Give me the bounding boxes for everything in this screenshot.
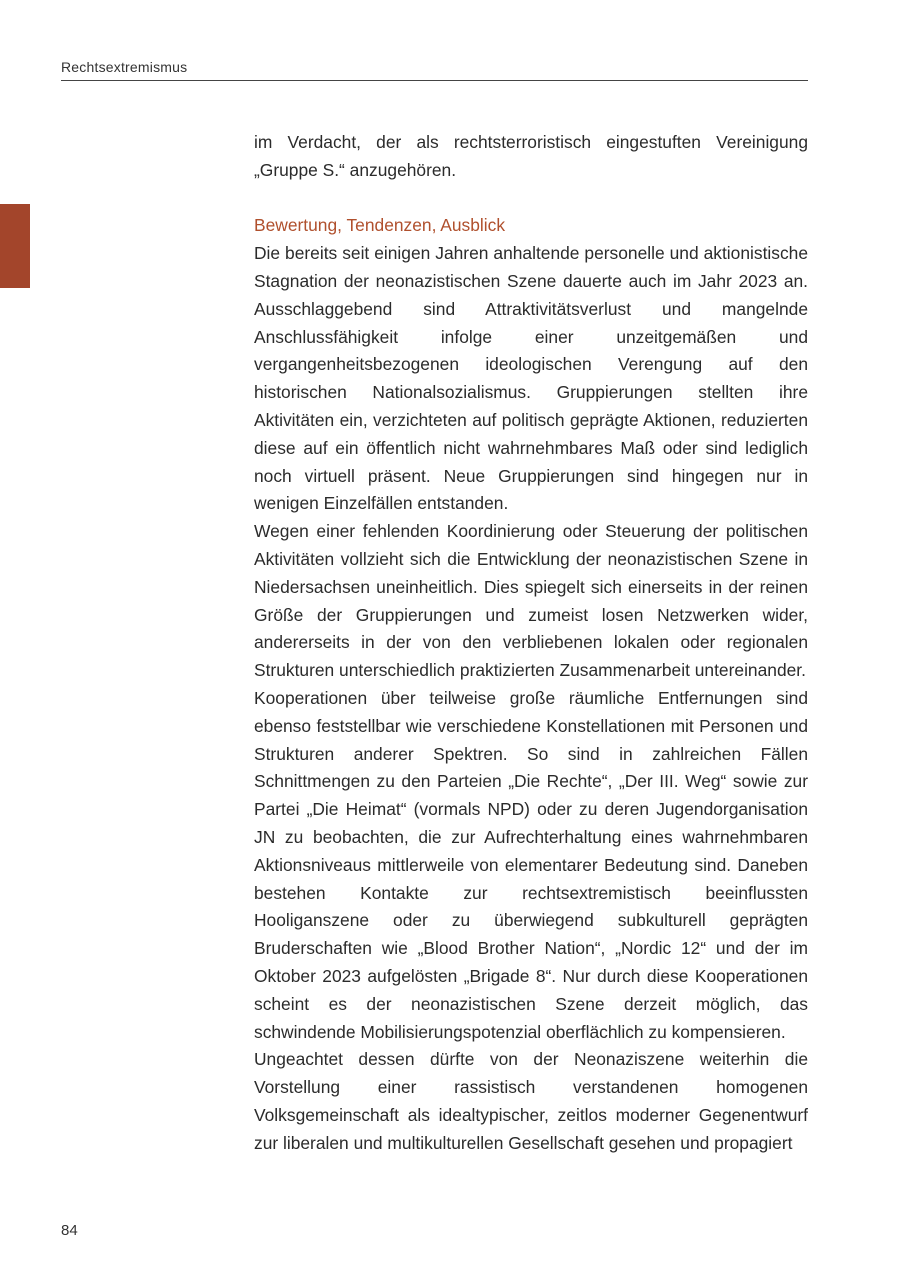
body-paragraph: Die bereits seit einigen Jahren anhaltende personelle und aktionistische Stagnation der neonazistischen Szene dauerte auch im Jahr 2023 an. Ausschlaggebend sind Attraktivitätsverlust und mangelnde Anschlussfähigkeit infolge einer unzeitgemäßen und vergangenheitsbezogenen ideologischen Verengung auf den historischen Nationalsozialismus. Gruppierungen stellten ihre Aktivitäten ein, verzichteten auf politisch geprägte Aktionen, reduzierten diese auf ein öffentlich nicht wahrnehmbares Maß oder sind lediglich noch virtuell präsent. Neue Gruppierungen sind hingegen nur in wenigen Einzelfällen entstanden.	[254, 243, 808, 514]
lead-paragraph: im Verdacht, der als rechtsterroristisch eingestuften Vereinigung „Gruppe S.“ anzugehören.	[254, 132, 808, 180]
running-header: Rechtsextremismus	[61, 59, 188, 75]
body-paragraph: Ungeachtet dessen dürfte von der Neonaziszene weiterhin die Vorstellung einer rassistisch verstandenen homogenen Volksgemeinschaft als idealtypischer, zeitlos moderner Gegenentwurf zur liberalen und multikulturellen Gesellschaft gesehen und propagiert	[254, 1049, 808, 1153]
header-divider	[61, 80, 808, 81]
body-paragraph: Kooperationen über teilweise große räumliche Entfernungen sind ebenso feststellbar wie verschiedene Konstellationen mit Personen und Strukturen anderer Spektren. So sind in zahlreichen Fällen Schnittmengen zu den Parteien „Die Rechte“, „Der III. Weg“ sowie zur Partei „Die Heimat“ (vormals NPD) oder zu deren Jugendorganisation JN zu beobachten, die zur Aufrechterhaltung eines wahrnehmbaren Aktionsniveaus mittlerweile von elementarer Bedeutung sind. Daneben bestehen Kontakte zur rechtsextremistisch beeinflussten Hooliganszene oder zu überwiegend subkulturell geprägten Bruderschaften wie „Blood Brother Nation“, „Nordic 12“ und der im Oktober 2023 aufgelösten „Brigade 8“. Nur durch diese Kooperationen scheint es der neonazistischen Szene derzeit möglich, das schwindende Mobilisierungspotenzial oberflächlich zu kompensieren.	[254, 687, 808, 1042]
main-text	[254, 129, 808, 1157]
chapter-marker	[0, 204, 30, 288]
body-paragraph: Wegen einer fehlenden Koordinierung oder Steuerung der politischen Aktivitäten vollzieht sich die Entwicklung der neonazistischen Szene in Niedersachsen uneinheitlich. Dies spiegelt sich einerseits in der reinen Größe der Gruppierungen und zumeist losen Netzwerken wider, andererseits in der von den verbliebenen lokalen oder regionalen Strukturen unterschiedlich praktizierten Zusammenarbeit untereinander.	[254, 521, 808, 681]
page-number: 84	[61, 1222, 78, 1239]
section-heading: Bewertung, Tendenzen, Ausblick	[254, 215, 506, 236]
